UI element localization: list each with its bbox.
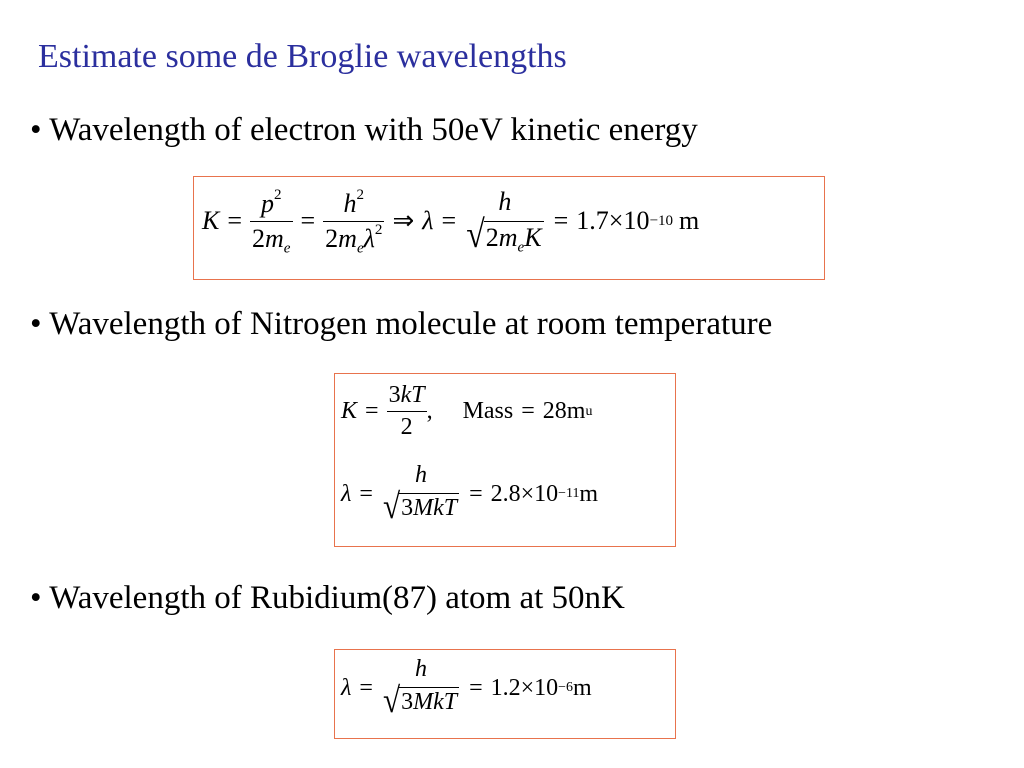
equation-box-rubidium: [334, 649, 676, 739]
bullet-rubidium: • Wavelength of Rubidium(87) atom at 50nK: [30, 580, 625, 616]
equation-box-nitrogen: [334, 373, 676, 547]
bullet-electron: • Wavelength of electron with 50eV kinetic energy: [30, 112, 698, 148]
equation-box-electron: [193, 176, 825, 280]
equation-electron: K = $\frac{p^2}{2m_e}$ = $\frac{h^2}{2m_e\lambda^2}$ ⇒ λ = h √ $2m_eK$ = 1.7 × 10 −10 m: [202, 186, 700, 257]
equation-nitrogen-energy: K = $\frac{3kT}{2}$ , Mass = 28m u: [341, 382, 593, 440]
equation-nitrogen-wavelength: λ = h √ 3MkT = 2.8 × 10 −11 m: [341, 462, 599, 527]
slide-title: Estimate some de Broglie wavelengths: [38, 38, 567, 75]
equation-rubidium: λ = h √ 3MkT = 1.2 × 10 −6 m: [341, 656, 592, 721]
bullet-nitrogen: • Wavelength of Nitrogen molecule at room temperature: [30, 306, 773, 342]
